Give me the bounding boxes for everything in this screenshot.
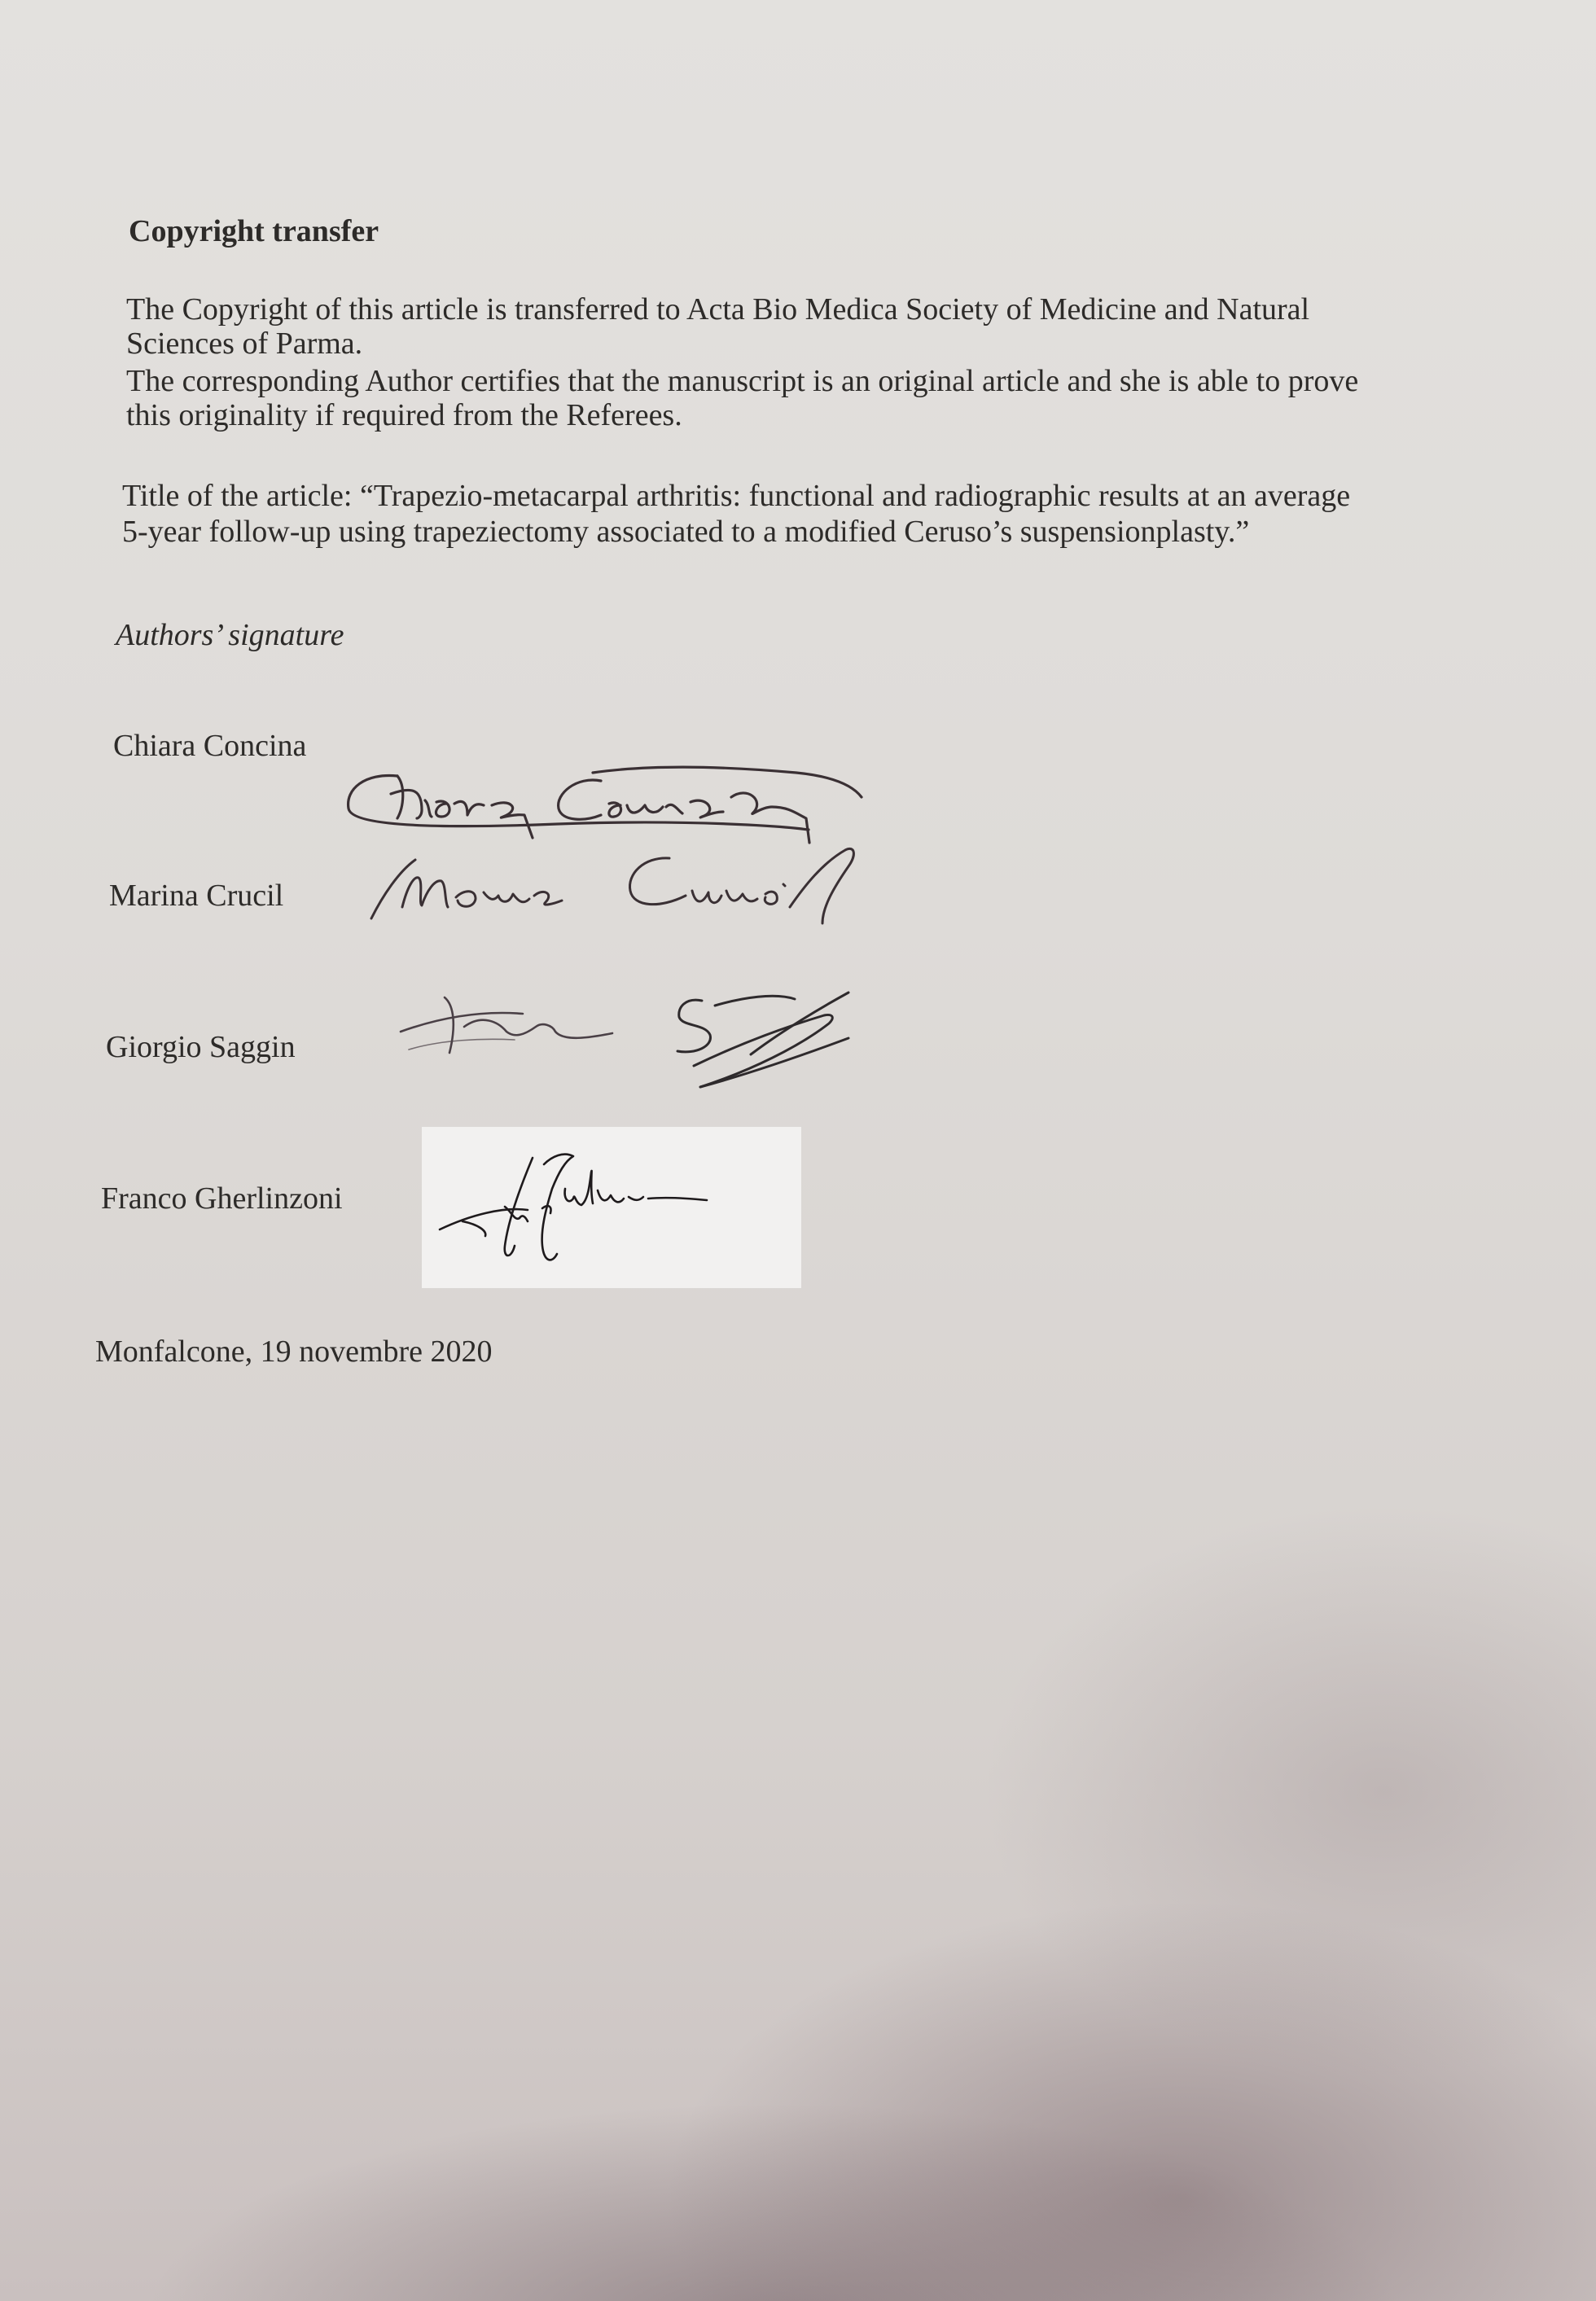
signature-chiara-concina — [340, 761, 870, 851]
author-name: Chiara Concina — [113, 729, 307, 763]
paragraph-line: this originality if required from the Referees. — [126, 398, 682, 432]
author-name: Franco Gherlinzoni — [101, 1181, 343, 1216]
author-name: Giorgio Saggin — [106, 1030, 296, 1064]
paragraph-line: 5-year follow-up using trapeziectomy associated to a modified Ceruso’s suspensionplasty.” — [122, 515, 1250, 549]
copyright-paragraph — [126, 291, 1358, 433]
article-title-paragraph — [122, 478, 1350, 550]
signature-giorgio-saggin — [392, 981, 865, 1103]
place-and-date: Monfalcone, 19 novembre 2020 — [95, 1335, 493, 1369]
document-title: Copyright transfer — [129, 214, 379, 248]
paragraph-line: Title of the article: “Trapezio-metacarpal arthritis: functional and radiographic results at an average — [122, 479, 1351, 513]
paragraph-line: The corresponding Author certifies that the manuscript is an original article and she is able to prove — [126, 364, 1359, 398]
signature-franco-gherlinzoni — [430, 1140, 796, 1286]
paragraph-line: The Copyright of this article is transferred to Acta Bio Medica Society of Medicine and Natural — [126, 292, 1310, 327]
author-name: Marina Crucil — [109, 879, 284, 913]
authors-signature-heading: Authors’ signature — [116, 618, 344, 652]
signature-marina-crucil — [366, 839, 896, 936]
paragraph-line: Sciences of Parma. — [126, 327, 363, 361]
